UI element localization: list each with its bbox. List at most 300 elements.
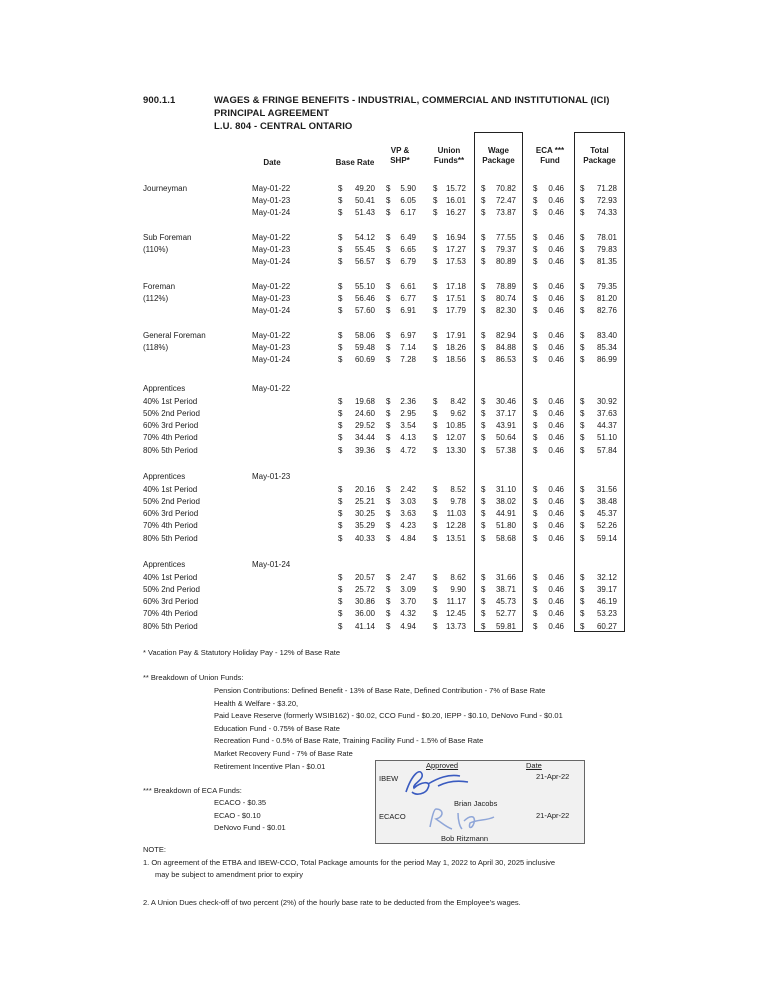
row-total-dollar: $ xyxy=(580,196,585,205)
row-base: 50.41 xyxy=(354,196,375,205)
apprentice-period-label: 80% 5th Period xyxy=(143,534,198,543)
apprentice-row-vp-dollar: $ xyxy=(386,609,391,618)
apprentice-row-total-dollar: $ xyxy=(580,409,585,418)
apprentice-row-base-dollar: $ xyxy=(338,597,343,606)
col-header-total-line1: Total xyxy=(590,146,609,155)
apprentice-row-eca: 0.46 xyxy=(548,421,564,430)
apprentice-row-total: 38.48 xyxy=(596,497,617,506)
note-1-line-2: may be subject to amendment prior to expiry xyxy=(155,870,303,879)
row-eca: 0.46 xyxy=(548,282,564,291)
row-vp-dollar: $ xyxy=(386,257,391,266)
apprentice-row-eca: 0.46 xyxy=(548,597,564,606)
row-date: May-01-22 xyxy=(252,233,291,242)
apprentice-row-union: 8.42 xyxy=(450,397,466,406)
apprentice-row-total: 60.27 xyxy=(596,622,617,631)
row-union: 18.26 xyxy=(445,343,466,352)
row-date: May-01-23 xyxy=(252,343,291,352)
apprentice-row-eca: 0.46 xyxy=(548,622,564,631)
apprentice-row-eca-dollar: $ xyxy=(533,397,538,406)
apprentice-row-eca-dollar: $ xyxy=(533,534,538,543)
row-vp: 6.79 xyxy=(400,257,416,266)
apprentice-row-union-dollar: $ xyxy=(433,509,438,518)
apprentice-row-total-dollar: $ xyxy=(580,485,585,494)
row-wage-dollar: $ xyxy=(481,331,486,340)
apprentice-row-union: 11.17 xyxy=(446,597,466,606)
document-title: WAGES & FRINGE BENEFITS - INDUSTRIAL, COMMERCIAL AND INSTITUTIONAL (ICI) xyxy=(214,95,610,106)
eca-fund-line: DeNovo Fund - $0.01 xyxy=(214,823,286,833)
apprentice-row-union-dollar: $ xyxy=(433,433,438,442)
document-subtitle: PRINCIPAL AGREEMENT xyxy=(214,108,330,119)
footnote-eca-title: *** Breakdown of ECA Funds: xyxy=(143,786,242,795)
row-eca: 0.46 xyxy=(548,208,564,217)
apprentice-row-eca-dollar: $ xyxy=(533,509,538,518)
apprentice-row-union-dollar: $ xyxy=(433,521,438,530)
apprentice-row-total: 46.19 xyxy=(596,597,617,606)
row-date: May-01-24 xyxy=(252,355,291,364)
apprentice-period-label: 60% 3rd Period xyxy=(143,597,199,606)
row-union-dollar: $ xyxy=(433,184,438,193)
apprentice-row-wage-dollar: $ xyxy=(481,397,486,406)
apprentice-row-base: 19.68 xyxy=(354,397,375,406)
row-base-dollar: $ xyxy=(338,294,343,303)
apprentice-row-vp: 3.63 xyxy=(400,509,416,518)
apprentice-row-vp-dollar: $ xyxy=(386,497,391,506)
apprentice-group-date: May-01-24 xyxy=(252,560,291,569)
row-base: 59.48 xyxy=(354,343,375,352)
row-vp-dollar: $ xyxy=(386,196,391,205)
apprentice-row-vp: 2.42 xyxy=(400,485,416,494)
row-base: 60.69 xyxy=(354,355,375,364)
ecaco-label: ECACO xyxy=(379,812,406,821)
apprentice-row-wage-dollar: $ xyxy=(481,622,486,631)
row-union: 18.56 xyxy=(445,355,466,364)
apprentice-row-union-dollar: $ xyxy=(433,573,438,582)
row-union-dollar: $ xyxy=(433,294,438,303)
apprentice-row-eca-dollar: $ xyxy=(533,622,538,631)
row-eca-dollar: $ xyxy=(533,343,538,352)
ibew-label: IBEW xyxy=(379,774,399,783)
apprentice-row-wage: 43.91 xyxy=(495,421,516,430)
apprentice-row-wage: 59.81 xyxy=(495,622,516,631)
row-total-dollar: $ xyxy=(580,355,585,364)
apprentice-row-vp-dollar: $ xyxy=(386,409,391,418)
row-vp: 6.65 xyxy=(400,245,416,254)
apprentice-row-wage-dollar: $ xyxy=(481,609,486,618)
row-vp: 7.14 xyxy=(400,343,416,352)
apprentice-row-total-dollar: $ xyxy=(580,497,585,506)
row-eca: 0.46 xyxy=(548,294,564,303)
row-total-dollar: $ xyxy=(580,331,585,340)
row-vp: 5.90 xyxy=(400,184,416,193)
row-union-dollar: $ xyxy=(433,282,438,291)
apprentice-row-wage-dollar: $ xyxy=(481,573,486,582)
apprentice-row-eca-dollar: $ xyxy=(533,573,538,582)
row-date: May-01-22 xyxy=(252,331,291,340)
row-wage-dollar: $ xyxy=(481,196,486,205)
eca-fund-line: ECACO - $0.35 xyxy=(214,798,267,807)
classification-label: General Foreman xyxy=(143,331,206,340)
apprentice-row-eca-dollar: $ xyxy=(533,609,538,618)
apprentice-row-eca: 0.46 xyxy=(548,409,564,418)
col-header-wage-line1: Wage xyxy=(487,146,510,155)
apprentice-row-base-dollar: $ xyxy=(338,446,343,455)
col-header-vp-line2: SHP* xyxy=(390,156,410,165)
row-total: 74.33 xyxy=(596,208,617,217)
apprentice-row-eca: 0.46 xyxy=(548,573,564,582)
apprentice-row-vp-dollar: $ xyxy=(386,433,391,442)
row-eca: 0.46 xyxy=(548,184,564,193)
apprentice-row-vp: 4.13 xyxy=(400,433,416,442)
apprentice-row-base-dollar: $ xyxy=(338,573,343,582)
apprentice-row-base-dollar: $ xyxy=(338,433,343,442)
apprentice-row-eca: 0.46 xyxy=(548,397,564,406)
apprentice-row-eca-dollar: $ xyxy=(533,446,538,455)
row-base-dollar: $ xyxy=(338,196,343,205)
apprentice-row-total-dollar: $ xyxy=(580,509,585,518)
apprentice-period-label: 80% 5th Period xyxy=(143,446,198,455)
apprentice-row-vp-dollar: $ xyxy=(386,585,391,594)
apprentice-row-wage-dollar: $ xyxy=(481,485,486,494)
apprentice-row-wage: 37.17 xyxy=(495,409,516,418)
apprentice-row-vp-dollar: $ xyxy=(386,421,391,430)
row-wage: 73.87 xyxy=(495,208,516,217)
apprentice-row-base: 40.33 xyxy=(354,534,375,543)
row-vp: 6.97 xyxy=(400,331,416,340)
apprentice-row-total-dollar: $ xyxy=(580,573,585,582)
apprentice-row-union-dollar: $ xyxy=(433,585,438,594)
apprentice-row-union-dollar: $ xyxy=(433,409,438,418)
apprentice-row-eca: 0.46 xyxy=(548,497,564,506)
apprentice-row-wage: 45.73 xyxy=(495,597,516,606)
row-eca-dollar: $ xyxy=(533,196,538,205)
total-package-box xyxy=(574,132,625,632)
classification-label: Journeyman xyxy=(143,184,188,193)
row-union: 17.18 xyxy=(445,282,466,291)
local-union: L.U. 804 - CENTRAL ONTARIO xyxy=(214,121,353,132)
notes-title: NOTE: xyxy=(143,845,166,854)
row-base: 49.20 xyxy=(354,184,375,193)
apprentice-row-eca: 0.46 xyxy=(548,585,564,594)
apprentice-row-eca: 0.46 xyxy=(548,446,564,455)
apprentice-row-union: 11.03 xyxy=(446,509,466,518)
row-vp-dollar: $ xyxy=(386,355,391,364)
apprentice-row-vp-dollar: $ xyxy=(386,597,391,606)
row-eca-dollar: $ xyxy=(533,331,538,340)
row-date: May-01-24 xyxy=(252,306,291,315)
ecaco-date: 21-Apr-22 xyxy=(536,811,570,820)
row-vp-dollar: $ xyxy=(386,282,391,291)
apprentice-row-base: 20.57 xyxy=(354,573,375,582)
row-base-dollar: $ xyxy=(338,233,343,242)
apprentice-row-vp-dollar: $ xyxy=(386,397,391,406)
row-total: 71.28 xyxy=(596,184,617,193)
classification-label: Foreman xyxy=(143,282,176,291)
row-eca-dollar: $ xyxy=(533,245,538,254)
apprentice-row-wage: 58.68 xyxy=(495,534,516,543)
row-date: May-01-24 xyxy=(252,257,291,266)
row-base: 55.45 xyxy=(354,245,375,254)
classification-percent: (110%) xyxy=(143,245,169,255)
apprentice-row-total-dollar: $ xyxy=(580,446,585,455)
apprentice-row-wage: 38.02 xyxy=(495,497,516,506)
apprentice-row-base-dollar: $ xyxy=(338,409,343,418)
row-base: 55.10 xyxy=(354,282,375,291)
row-eca: 0.46 xyxy=(548,343,564,352)
apprentice-row-total: 45.37 xyxy=(596,509,617,518)
apprentice-row-total: 32.12 xyxy=(596,573,617,582)
apprentice-group-date: May-01-22 xyxy=(252,384,291,393)
apprentice-row-total: 37.63 xyxy=(596,409,617,418)
row-vp: 6.77 xyxy=(400,294,416,303)
apprentice-row-vp: 4.84 xyxy=(400,534,416,543)
row-total-dollar: $ xyxy=(580,233,585,242)
row-eca: 0.46 xyxy=(548,245,564,254)
apprentice-row-union: 9.78 xyxy=(450,497,466,506)
ibew-signature xyxy=(398,764,478,800)
apprentice-row-union: 9.90 xyxy=(450,585,466,594)
apprentice-row-vp: 4.32 xyxy=(400,609,416,618)
row-union-dollar: $ xyxy=(433,257,438,266)
union-fund-line: Recreation Fund - 0.5% of Base Rate, Training Facility Fund - 1.5% of Base Rate xyxy=(214,736,484,746)
eca-fund-line: ECAO - $0.10 xyxy=(214,810,261,820)
apprentice-period-label: 40% 1st Period xyxy=(143,573,198,582)
row-date: May-01-24 xyxy=(252,208,291,217)
apprentice-row-wage-dollar: $ xyxy=(481,421,486,430)
apprentice-row-wage: 51.80 xyxy=(495,521,516,530)
row-base-dollar: $ xyxy=(338,208,343,217)
apprentice-row-total: 53.23 xyxy=(596,609,617,618)
row-wage-dollar: $ xyxy=(481,233,486,242)
apprentice-row-union: 10.85 xyxy=(445,421,466,430)
apprentice-row-total-dollar: $ xyxy=(580,534,585,543)
apprentice-row-wage: 50.64 xyxy=(495,433,516,442)
row-wage: 72.47 xyxy=(495,196,516,205)
apprentice-row-wage-dollar: $ xyxy=(481,409,486,418)
col-header-total xyxy=(574,146,625,166)
row-union-dollar: $ xyxy=(433,233,438,242)
row-total: 82.76 xyxy=(596,306,617,315)
apprentice-row-wage: 44.91 xyxy=(495,509,516,518)
row-eca-dollar: $ xyxy=(533,306,538,315)
apprentice-row-wage-dollar: $ xyxy=(481,585,486,594)
apprentice-row-base-dollar: $ xyxy=(338,609,343,618)
col-header-base-rate: Base Rate xyxy=(335,158,375,167)
row-eca: 0.46 xyxy=(548,257,564,266)
union-fund-line: Paid Leave Reserve (formerly WSIB162) - $0.02, CCO Fund - $0.20, IEPP - $0.10, DeNovo Fund - $0.01 xyxy=(214,711,563,721)
apprentice-row-base-dollar: $ xyxy=(338,397,343,406)
row-total: 81.20 xyxy=(596,294,617,303)
apprentice-row-union: 8.52 xyxy=(450,485,466,494)
apprentice-row-base: 20.16 xyxy=(354,485,375,494)
apprentice-row-vp-dollar: $ xyxy=(386,509,391,518)
ecaco-signature xyxy=(424,803,504,833)
apprentice-row-union: 12.45 xyxy=(445,609,466,618)
row-total-dollar: $ xyxy=(580,343,585,352)
row-union-dollar: $ xyxy=(433,196,438,205)
row-total: 72.93 xyxy=(596,196,617,205)
apprentice-row-eca: 0.46 xyxy=(548,509,564,518)
approved-label: Approved xyxy=(426,761,459,770)
row-wage-dollar: $ xyxy=(481,282,486,291)
row-wage: 80.74 xyxy=(495,294,516,303)
apprentice-period-label: 50% 2nd Period xyxy=(143,497,200,506)
col-header-vp xyxy=(380,146,420,166)
row-wage: 84.88 xyxy=(495,343,516,352)
apprentice-period-label: 80% 5th Period xyxy=(143,622,198,631)
apprentice-row-vp: 3.70 xyxy=(400,597,416,606)
row-base-dollar: $ xyxy=(338,331,343,340)
apprentice-row-base-dollar: $ xyxy=(338,509,343,518)
col-header-union-line1: Union xyxy=(437,146,461,155)
apprentice-row-union-dollar: $ xyxy=(433,497,438,506)
apprentice-row-vp: 2.36 xyxy=(400,397,416,406)
apprentice-row-total-dollar: $ xyxy=(580,397,585,406)
row-vp: 6.05 xyxy=(400,196,416,205)
row-union: 15.72 xyxy=(445,184,466,193)
apprentice-row-union-dollar: $ xyxy=(433,397,438,406)
apprentice-row-base: 39.36 xyxy=(354,446,375,455)
apprentice-row-base: 30.86 xyxy=(354,597,375,606)
apprentice-row-vp-dollar: $ xyxy=(386,485,391,494)
row-union-dollar: $ xyxy=(433,208,438,217)
union-fund-line: Education Fund - 0.75% of Base Rate xyxy=(214,723,340,733)
row-eca-dollar: $ xyxy=(533,208,538,217)
apprentice-row-wage-dollar: $ xyxy=(481,446,486,455)
apprentice-group-label: Apprentices xyxy=(143,384,186,393)
apprentice-row-total-dollar: $ xyxy=(580,521,585,530)
apprentice-row-wage: 38.71 xyxy=(495,585,516,594)
apprentice-row-base: 25.21 xyxy=(354,497,375,506)
apprentice-row-vp: 2.95 xyxy=(400,409,416,418)
classification-percent: (112%) xyxy=(143,294,169,304)
apprentice-row-base-dollar: $ xyxy=(338,485,343,494)
row-total-dollar: $ xyxy=(580,208,585,217)
col-header-wage-line2: Package xyxy=(482,156,515,165)
apprentice-row-eca-dollar: $ xyxy=(533,409,538,418)
apprentice-row-base: 25.72 xyxy=(354,585,375,594)
apprentice-row-total-dollar: $ xyxy=(580,421,585,430)
row-wage: 79.37 xyxy=(495,245,516,254)
row-total: 79.83 xyxy=(596,245,617,254)
row-base-dollar: $ xyxy=(338,184,343,193)
row-base-dollar: $ xyxy=(338,306,343,315)
apprentice-row-vp: 3.03 xyxy=(400,497,416,506)
row-union: 16.01 xyxy=(445,196,466,205)
apprentice-row-wage-dollar: $ xyxy=(481,509,486,518)
row-vp-dollar: $ xyxy=(386,245,391,254)
apprentice-row-eca: 0.46 xyxy=(548,609,564,618)
row-base: 57.60 xyxy=(354,306,375,315)
apprentice-row-union-dollar: $ xyxy=(433,534,438,543)
apprentice-row-wage-dollar: $ xyxy=(481,521,486,530)
date-label: Date xyxy=(526,761,542,770)
apprentice-row-base-dollar: $ xyxy=(338,585,343,594)
col-header-vp-line1: VP & xyxy=(390,146,410,155)
apprentice-period-label: 50% 2nd Period xyxy=(143,409,200,418)
apprentice-row-eca-dollar: $ xyxy=(533,521,538,530)
apprentice-row-union: 13.30 xyxy=(445,446,466,455)
row-vp-dollar: $ xyxy=(386,306,391,315)
apprentice-row-union-dollar: $ xyxy=(433,485,438,494)
apprentice-row-union: 13.51 xyxy=(445,534,466,543)
row-base: 58.06 xyxy=(354,331,375,340)
apprentice-period-label: 70% 4th Period xyxy=(143,609,198,618)
row-eca-dollar: $ xyxy=(533,233,538,242)
apprentice-row-base: 34.44 xyxy=(354,433,375,442)
apprentice-row-vp: 3.54 xyxy=(400,421,416,430)
row-base: 56.57 xyxy=(354,257,375,266)
col-header-union-line2: Funds** xyxy=(433,156,465,165)
row-eca: 0.46 xyxy=(548,355,564,364)
apprentice-row-wage: 52.77 xyxy=(495,609,516,618)
section-code: 900.1.1 xyxy=(143,95,176,106)
apprentice-row-vp: 4.23 xyxy=(400,521,416,530)
row-eca: 0.46 xyxy=(548,196,564,205)
row-union-dollar: $ xyxy=(433,343,438,352)
apprentice-row-union: 9.62 xyxy=(450,409,466,418)
row-vp: 6.91 xyxy=(400,306,416,315)
row-eca-dollar: $ xyxy=(533,294,538,303)
apprentice-row-wage-dollar: $ xyxy=(481,597,486,606)
row-date: May-01-22 xyxy=(252,282,291,291)
apprentice-row-wage: 31.66 xyxy=(495,573,516,582)
classification-label: Sub Foreman xyxy=(143,233,192,242)
row-union-dollar: $ xyxy=(433,331,438,340)
apprentice-row-base-dollar: $ xyxy=(338,421,343,430)
row-base-dollar: $ xyxy=(338,355,343,364)
apprentice-group-label: Apprentices xyxy=(143,560,186,569)
row-union-dollar: $ xyxy=(433,245,438,254)
apprentice-period-label: 40% 1st Period xyxy=(143,397,198,406)
row-vp: 7.28 xyxy=(400,355,416,364)
row-base: 51.43 xyxy=(354,208,375,217)
row-vp: 6.61 xyxy=(400,282,416,291)
row-total: 78.01 xyxy=(596,233,617,242)
apprentice-row-total-dollar: $ xyxy=(580,585,585,594)
row-base: 56.46 xyxy=(354,294,375,303)
row-base-dollar: $ xyxy=(338,343,343,352)
apprentice-row-total: 59.14 xyxy=(596,534,617,543)
row-wage-dollar: $ xyxy=(481,306,486,315)
apprentice-row-wage: 31.10 xyxy=(495,485,516,494)
row-union: 17.51 xyxy=(445,294,466,303)
apprentice-row-eca-dollar: $ xyxy=(533,485,538,494)
row-wage: 82.30 xyxy=(495,306,516,315)
apprentice-row-total: 57.84 xyxy=(596,446,617,455)
apprentice-row-vp-dollar: $ xyxy=(386,573,391,582)
row-vp-dollar: $ xyxy=(386,294,391,303)
classification-percent: (118%) xyxy=(143,343,169,353)
apprentice-period-label: 50% 2nd Period xyxy=(143,585,200,594)
row-eca: 0.46 xyxy=(548,306,564,315)
row-date: May-01-23 xyxy=(252,245,291,254)
row-eca: 0.46 xyxy=(548,233,564,242)
wage-package-box xyxy=(474,132,523,632)
col-header-eca xyxy=(527,146,573,166)
col-header-total-line2: Package xyxy=(583,156,616,165)
apprentice-row-eca: 0.46 xyxy=(548,433,564,442)
row-base-dollar: $ xyxy=(338,245,343,254)
row-total-dollar: $ xyxy=(580,184,585,193)
apprentice-row-union-dollar: $ xyxy=(433,622,438,631)
apprentice-row-eca-dollar: $ xyxy=(533,421,538,430)
row-base: 54.12 xyxy=(354,233,375,242)
row-vp-dollar: $ xyxy=(386,343,391,352)
col-header-wage xyxy=(474,146,523,166)
apprentice-row-total: 51.10 xyxy=(596,433,617,442)
row-union: 16.94 xyxy=(445,233,466,242)
row-base-dollar: $ xyxy=(338,282,343,291)
